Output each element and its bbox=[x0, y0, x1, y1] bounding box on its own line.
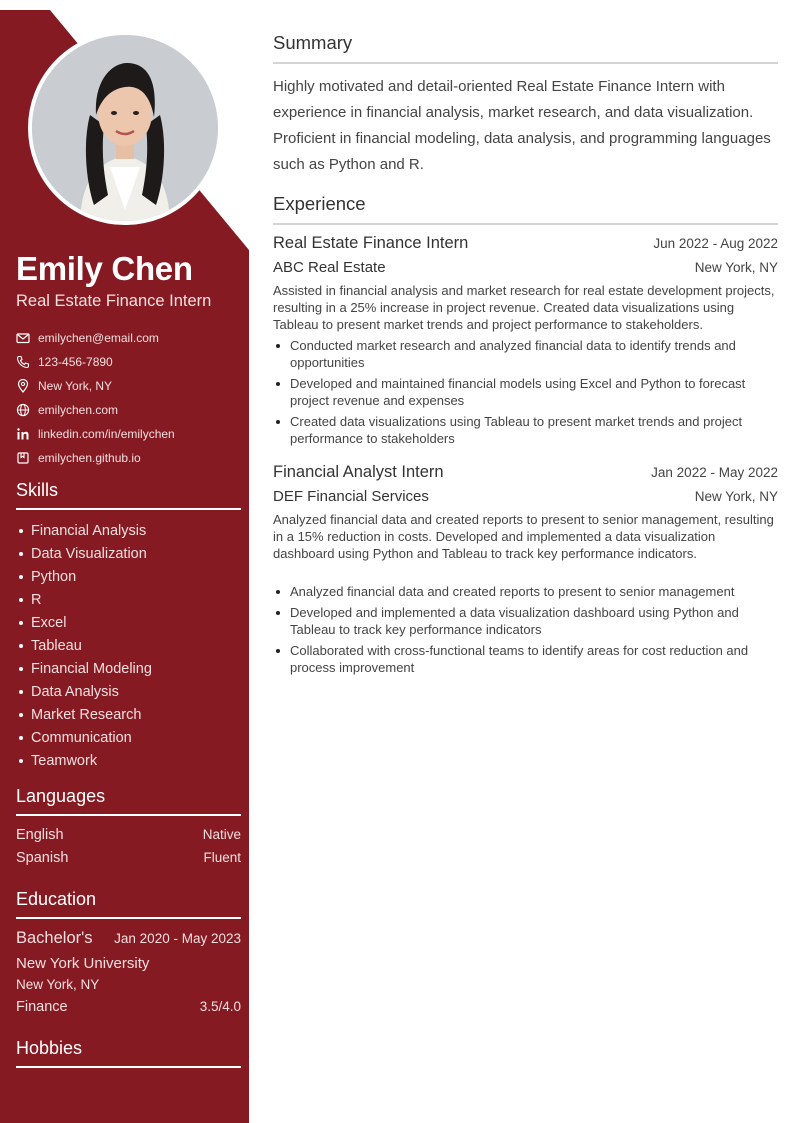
bullet-dot-icon bbox=[19, 690, 23, 694]
job-bullet: Analyzed financial data and created reports to present to senior management bbox=[273, 583, 778, 600]
portfolio-icon bbox=[16, 451, 30, 465]
contact-location bbox=[16, 374, 241, 398]
skill-item bbox=[16, 565, 241, 588]
job-description: Assisted in financial analysis and market research for real estate development projects, resulting in a 25% increase in project revenue. Created data visualizations using Tableau to present market trends and project performance to stakeholders. bbox=[273, 283, 775, 332]
contact-phone-text: 123-456-7890 bbox=[38, 355, 113, 369]
contact-linkedin[interactable] bbox=[16, 422, 241, 446]
bullet-dot-icon bbox=[19, 529, 23, 533]
skill-label: Financial Analysis bbox=[31, 522, 147, 539]
bullet-dot-icon bbox=[19, 713, 23, 717]
contact-website-text: emilychen.com bbox=[38, 403, 119, 417]
education-school-row bbox=[16, 955, 241, 972]
education-gpa: 3.5/4.0 bbox=[199, 999, 241, 1014]
language-row bbox=[16, 850, 241, 866]
contact-phone[interactable] bbox=[16, 350, 241, 374]
education-degree: Bachelor's bbox=[16, 929, 93, 947]
contact-location-text: New York, NY bbox=[38, 379, 113, 393]
contact-linkedin-text: linkedin.com/in/emilychen bbox=[38, 427, 175, 441]
skill-label: Communication bbox=[31, 729, 132, 746]
job-title-row bbox=[273, 234, 778, 253]
skill-item bbox=[16, 749, 241, 772]
education-location-row bbox=[16, 977, 241, 992]
skills-list bbox=[16, 519, 241, 772]
education-dates: Jan 2020 - May 2023 bbox=[114, 931, 241, 946]
job-dates: Jun 2022 - Aug 2022 bbox=[653, 236, 778, 251]
skill-label: Financial Modeling bbox=[31, 660, 152, 677]
bullet-dot-icon bbox=[19, 552, 23, 556]
languages-heading: Languages bbox=[16, 786, 241, 816]
hobbies-heading: Hobbies bbox=[16, 1038, 241, 1068]
education-field-row bbox=[16, 999, 241, 1015]
skill-label: Market Research bbox=[31, 706, 142, 723]
job-bullet-list bbox=[273, 583, 778, 680]
job-bullet: Developed and maintained financial models using Excel and Python to forecast project revenue and expenses bbox=[273, 375, 778, 409]
skill-item bbox=[16, 519, 241, 542]
experience-heading: Experience bbox=[273, 193, 778, 225]
skills-heading: Skills bbox=[16, 480, 241, 510]
language-level: Native bbox=[202, 827, 241, 842]
skill-label: Data Analysis bbox=[31, 683, 119, 700]
job-bullet-list bbox=[273, 337, 778, 451]
summary-text: Highly motivated and detail-oriented Real Estate Finance Intern with experience in financial analysis, market research, and data visualization. Proficient in financial modeling, data analysis, and programming languages such as Python and R. bbox=[273, 78, 771, 173]
skill-label: Excel bbox=[31, 614, 67, 631]
job-bullet: Collaborated with cross-functional teams to identify areas for cost reduction and process improvement bbox=[273, 642, 778, 676]
education-location: New York, NY bbox=[16, 977, 100, 992]
education-school: New York University bbox=[16, 955, 150, 972]
contact-portfolio-text: emilychen.github.io bbox=[38, 451, 141, 465]
contact-website[interactable] bbox=[16, 398, 241, 422]
portrait-illustration bbox=[32, 35, 218, 221]
education-degree-row bbox=[16, 929, 241, 948]
job-title-row bbox=[273, 463, 778, 482]
candidate-name: Emily Chen bbox=[16, 250, 193, 287]
globe-icon bbox=[16, 403, 30, 417]
bullet-dot-icon bbox=[19, 644, 23, 648]
job-company: DEF Financial Services bbox=[273, 488, 429, 505]
bullet-dot-icon bbox=[19, 575, 23, 579]
linkedin-icon bbox=[16, 427, 30, 441]
skill-item bbox=[16, 680, 241, 703]
location-pin-icon bbox=[16, 379, 30, 393]
language-name: English bbox=[16, 827, 64, 843]
contact-list bbox=[16, 326, 241, 470]
job-title: Financial Analyst Intern bbox=[273, 463, 444, 481]
education-heading: Education bbox=[16, 889, 241, 919]
education-field: Finance bbox=[16, 999, 68, 1015]
phone-icon bbox=[16, 355, 30, 369]
job-location: New York, NY bbox=[694, 260, 778, 275]
candidate-title: Real Estate Finance Intern bbox=[16, 292, 212, 310]
profile-photo bbox=[28, 31, 222, 225]
contact-portfolio[interactable] bbox=[16, 446, 241, 470]
skill-item bbox=[16, 657, 241, 680]
language-row bbox=[16, 827, 241, 843]
sidebar bbox=[0, 0, 249, 1123]
skill-item bbox=[16, 542, 241, 565]
job-bullet: Created data visualizations using Tableau to present market trends and project performance to stakeholders bbox=[273, 413, 778, 447]
job-dates: Jan 2022 - May 2022 bbox=[651, 465, 778, 480]
contact-email-text: emilychen@email.com bbox=[38, 331, 159, 345]
job-company: ABC Real Estate bbox=[273, 259, 386, 276]
bullet-dot-icon bbox=[19, 736, 23, 740]
skill-item bbox=[16, 703, 241, 726]
language-level: Fluent bbox=[203, 850, 241, 865]
language-name: Spanish bbox=[16, 850, 69, 866]
skill-item bbox=[16, 634, 241, 657]
job-location: New York, NY bbox=[694, 489, 778, 504]
skill-label: Data Visualization bbox=[31, 545, 147, 562]
contact-email[interactable] bbox=[16, 326, 241, 350]
bullet-dot-icon bbox=[19, 598, 23, 602]
skill-label: Tableau bbox=[31, 637, 82, 654]
bullet-dot-icon bbox=[19, 621, 23, 625]
skill-item bbox=[16, 588, 241, 611]
job-bullet: Conducted market research and analyzed financial data to identify trends and opportunities bbox=[273, 337, 778, 371]
skill-item bbox=[16, 611, 241, 634]
skill-item bbox=[16, 726, 241, 749]
job-description: Analyzed financial data and created reports to present to senior management, resulting in a 15% reduction in costs. Developed and implemented a data visualization dashboard using Python and Tableau to track key performance indicators. bbox=[273, 512, 774, 561]
job-bullet: Developed and implemented a data visualization dashboard using Python and Tableau to track key performance indicators bbox=[273, 604, 778, 638]
skill-label: Python bbox=[31, 568, 77, 585]
job-company-row bbox=[273, 259, 778, 276]
job-company-row bbox=[273, 488, 778, 505]
skill-label: R bbox=[31, 591, 42, 608]
summary-heading: Summary bbox=[273, 32, 778, 64]
bullet-dot-icon bbox=[19, 759, 23, 763]
bullet-dot-icon bbox=[19, 667, 23, 671]
skill-label: Teamwork bbox=[31, 752, 98, 769]
mail-icon bbox=[16, 331, 30, 345]
job-title: Real Estate Finance Intern bbox=[273, 234, 469, 252]
